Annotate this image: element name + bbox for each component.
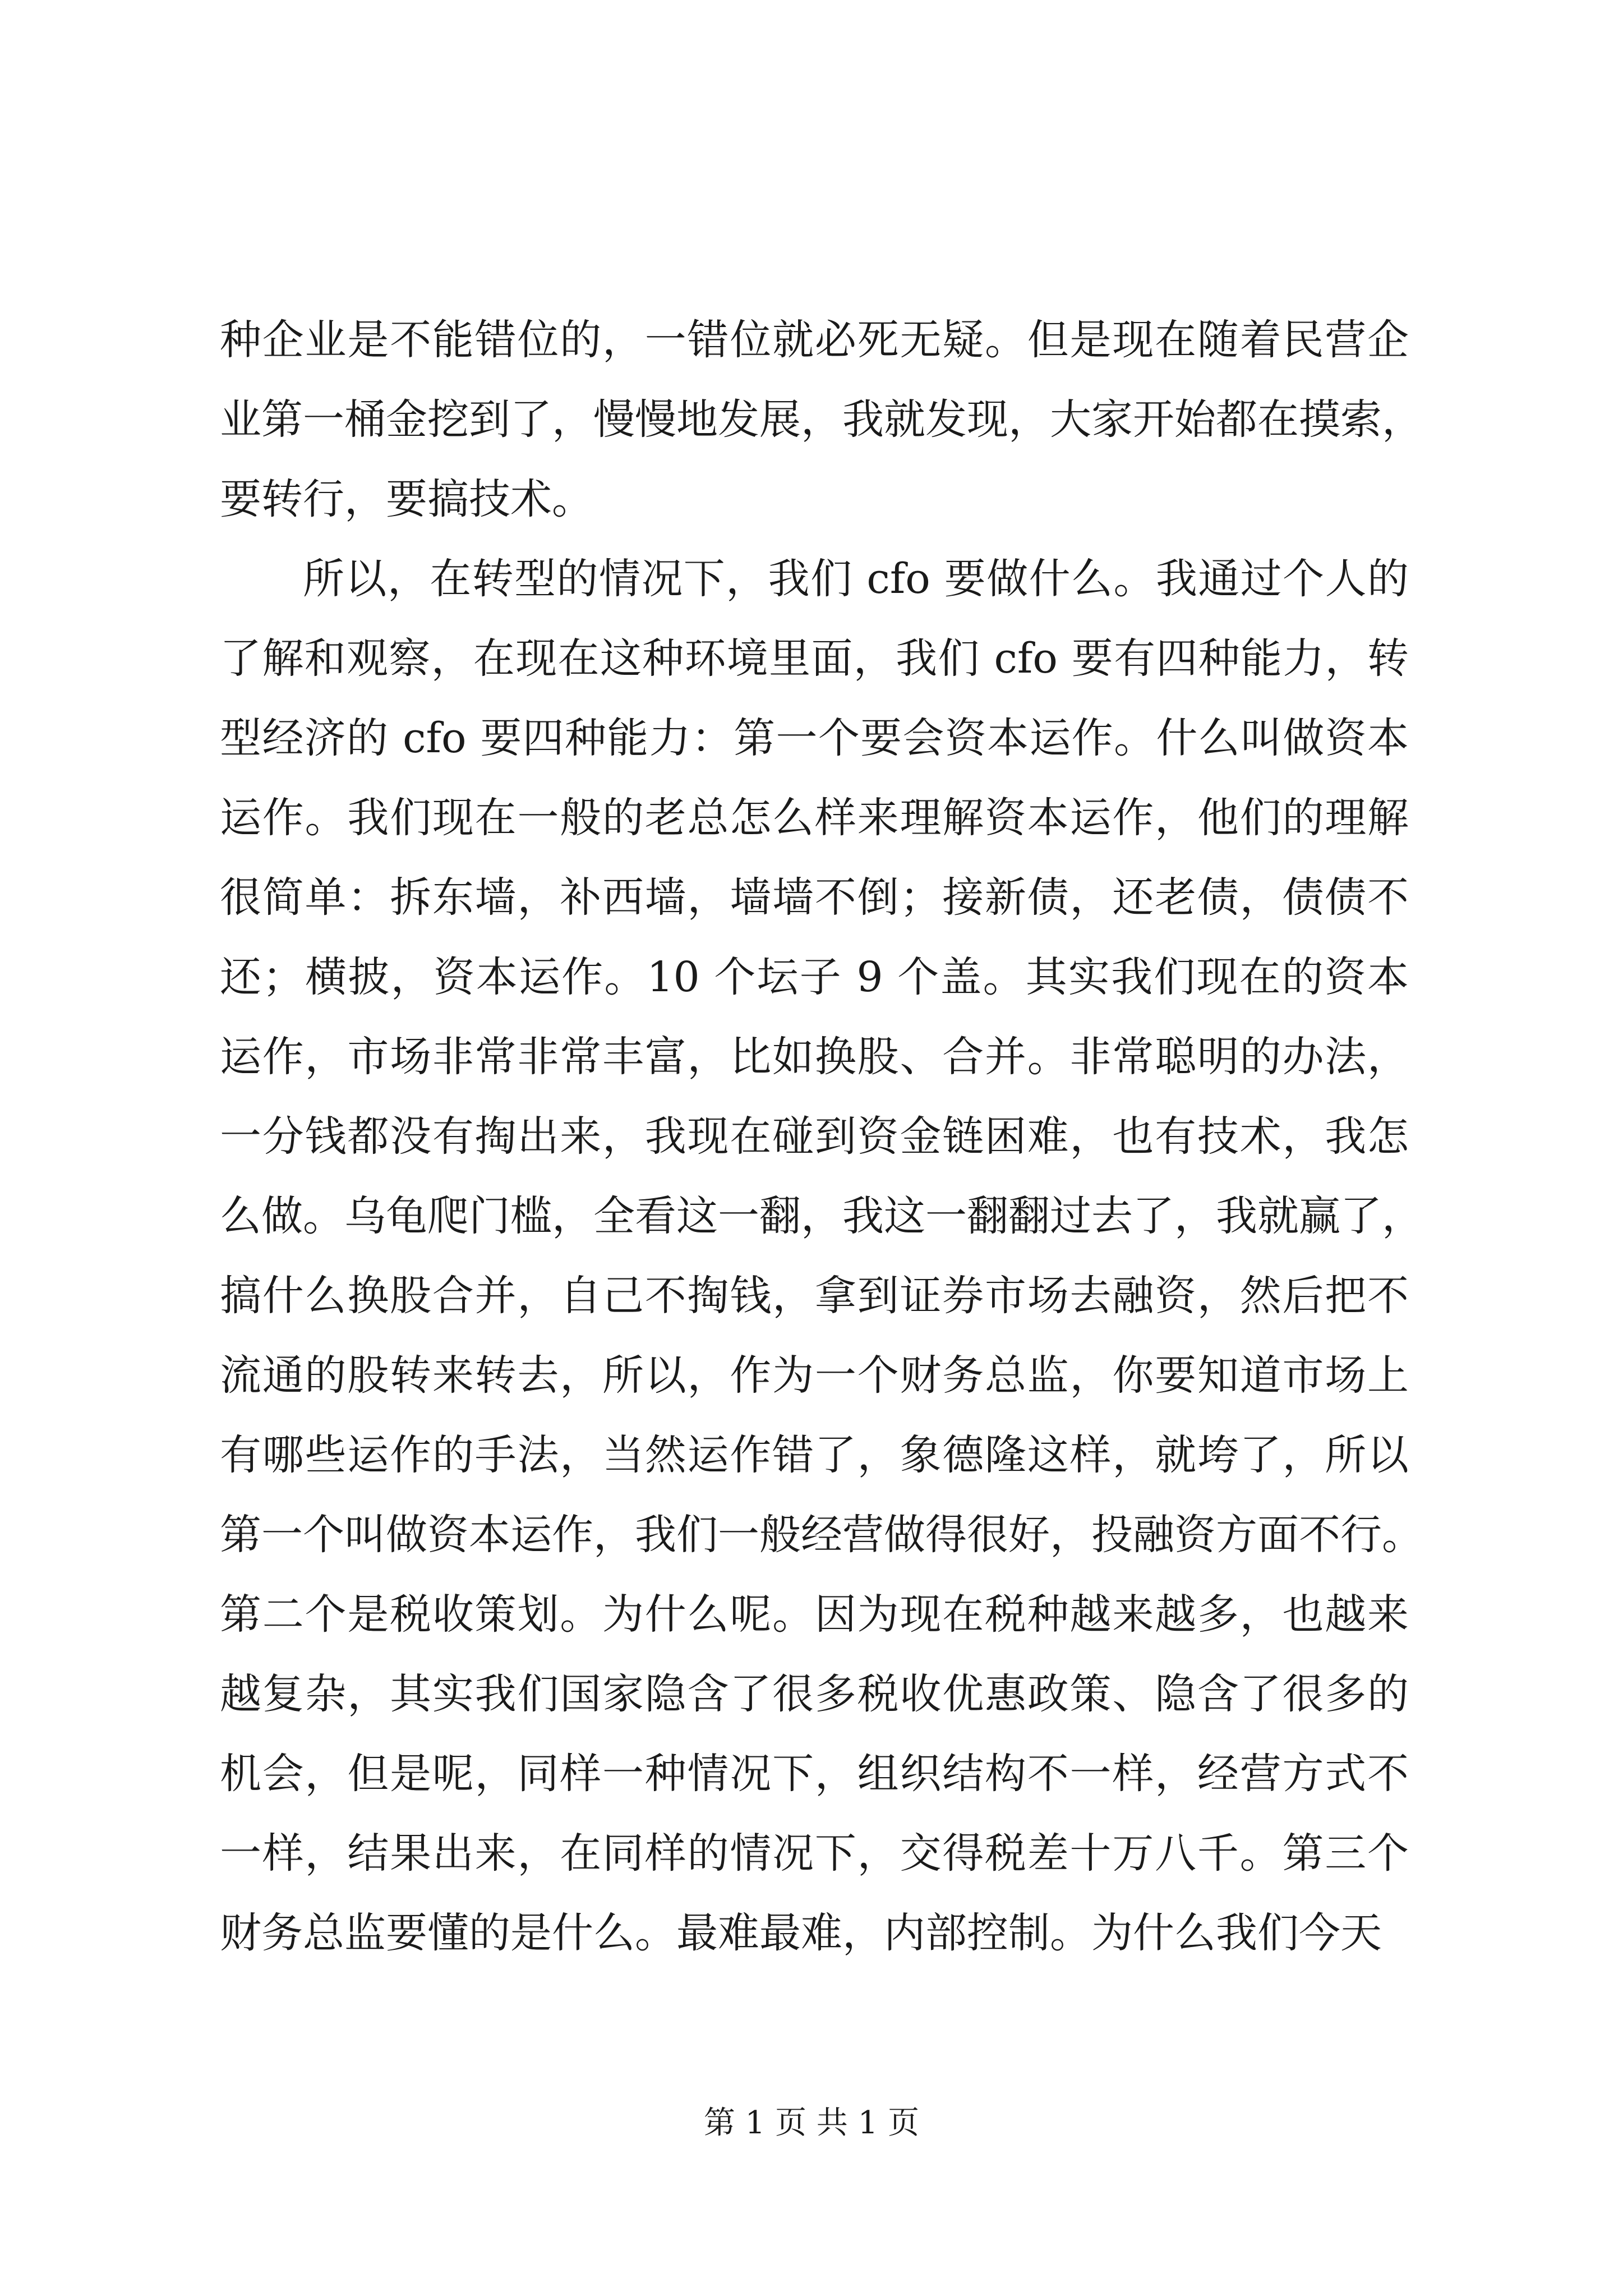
text-line: 要转行，要搞技术。 (220, 475, 593, 523)
text-line: 型经济的 cfo 要四种能力：第一个要会资本运作。什么叫做资本 (220, 714, 1409, 762)
text-line: 很简单：拆东墙，补西墙，墙墙不倒；接新债，还老债，债债不 (220, 873, 1409, 922)
text-line: 搞什么换股合并，自己不掏钱，拿到证券市场去融资，然后把不 (220, 1272, 1409, 1320)
text-line: 一分钱都没有掏出来，我现在碰到资金链困难，也有技术，我怎 (220, 1112, 1409, 1161)
paragraph (220, 539, 1423, 1973)
text-line: 所以，在转型的情况下，我们 cfo 要做什么。我通过个人的 (303, 555, 1409, 603)
text-line: 一样，结果出来，在同样的情况下，交得税差十万八千。第三个 (220, 1829, 1409, 1878)
body-text (220, 300, 1423, 1973)
text-line: 越复杂，其实我们国家隐含了很多税收优惠政策、隐含了很多的 (220, 1670, 1409, 1718)
text-line: 流通的股转来转去，所以，作为一个财务总监，你要知道市场上 (220, 1351, 1409, 1400)
text-line: 种企业是不能错位的，一错位就必死无疑。但是现在随着民营企 (220, 316, 1409, 364)
text-line: 还；横披，资本运作。10 个坛子 9 个盖。其实我们现在的资本 (220, 953, 1409, 1001)
text-line: 运作，市场非常非常丰富，比如换股、合并。非常聪明的办法， (220, 1033, 1409, 1081)
text-line: 业第一桶金挖到了，慢慢地发展，我就发现，大家开始都在摸索， (220, 395, 1423, 444)
text-line: 运作。我们现在一般的老总怎么样来理解资本运作，他们的理解 (220, 794, 1409, 842)
text-line: 第二个是税收策划。为什么呢。因为现在税种越来越多，也越来 (220, 1590, 1409, 1639)
text-line: 机会，但是呢，同样一种情况下，组织结构不一样，经营方式不 (220, 1750, 1409, 1798)
text-line: 财务总监要懂的是什么。最难最难，内部控制。为什么我们今天 (220, 1909, 1382, 1957)
text-line: 有哪些运作的手法，当然运作错了，象德隆这样，就垮了，所以 (220, 1431, 1409, 1479)
text-line: 了解和观察，在现在这种环境里面，我们 cfo 要有四种能力，转 (220, 634, 1409, 683)
page-footer: 第 1 页 共 1 页 (703, 2105, 920, 2141)
text-line: 第一个叫做资本运作，我们一般经营做得很好，投融资方面不行。 (220, 1511, 1423, 1559)
paragraph (220, 300, 1423, 539)
text-line: 么做。乌龟爬门槛，全看这一翻，我这一翻翻过去了，我就赢了， (220, 1192, 1423, 1240)
